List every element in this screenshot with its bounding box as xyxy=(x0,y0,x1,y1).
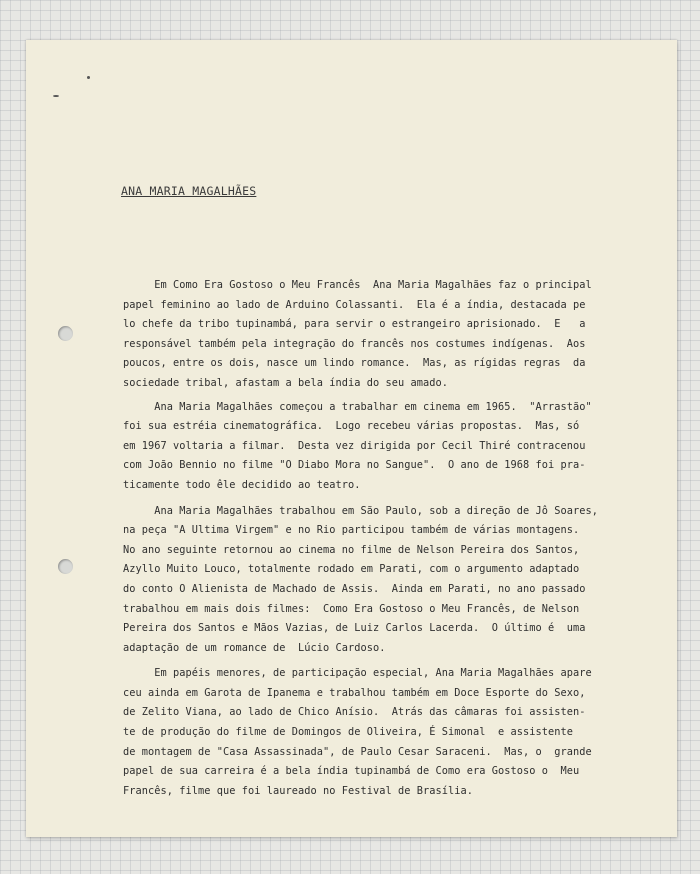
text-line: de montagem de "Casa Assassinada", de Paulo Cesar Saraceni. Mas, o grande xyxy=(123,745,592,758)
text-line: te de produção do filme de Domingos de Oliveira, É Simonal e assistente xyxy=(123,726,573,739)
text-line: ceu ainda em Garota de Ipanema e trabalhou também em Doce Esporte do Sexo, xyxy=(123,686,586,699)
text-line: Ana Maria Magalhães começou a trabalhar em cinema em 1965. "Arrastão" xyxy=(123,400,592,413)
text-line: com João Bennio no filme "O Diabo Mora no Sangue". O ano de 1968 foi pra- xyxy=(123,459,586,472)
text-line: Pereira dos Santos e Mãos Vazias, de Luiz Carlos Lacerda. O último é uma xyxy=(123,622,586,635)
text-line: do conto O Alienista de Machado de Assis. Ainda em Parati, no ano passado xyxy=(123,582,586,595)
text-line: poucos, entre os dois, nasce um lindo romance. Mas, as rígidas regras da xyxy=(123,357,586,370)
text-line: Em Como Era Gostoso o Meu Francês Ana Maria Magalhães faz o principal xyxy=(123,279,592,291)
text-line: Azyllo Muito Louco, totalmente rodado em Parati, com o argumento adaptado xyxy=(123,563,580,576)
text-line: Em papéis menores, de participação especial, Ana Maria Magalhães apare xyxy=(123,667,592,680)
text-line: na peça "A Ultima Virgem" e no Rio participou também de várias montagens. xyxy=(123,524,580,537)
document-body xyxy=(123,276,650,801)
text-line: trabalhou em mais dois filmes: Como Era Gostoso o Meu Francês, de Nelson xyxy=(123,602,580,615)
text-line: Ana Maria Magalhães trabalhou em São Paulo, sob a direção de Jô Soares, xyxy=(123,504,598,517)
text-line: em 1967 voltaria a filmar. Desta vez dirigida por Cecil Thiré contracenou xyxy=(123,439,586,452)
text-line: de Zelito Viana, ao lado de Chico Anísio. Atrás das câmaras foi assisten- xyxy=(123,706,586,719)
text-line: responsável também pela integração do francês nos costumes indígenas. Aos xyxy=(123,337,586,350)
text-line: papel feminino ao lado de Arduino Colassanti. Ela é a índia, destacada pe xyxy=(123,298,586,311)
text-line: ticamente todo êle decidido ao teatro. xyxy=(123,478,361,491)
ink-speck xyxy=(87,76,90,79)
paper-sheet xyxy=(26,40,677,837)
document-title: ANA MARIA MAGALHÃES xyxy=(121,184,257,198)
punch-hole-top xyxy=(58,326,73,341)
text-line: lo chefe da tribo tupinambá, para servir o estrangeiro aprisionado. E a xyxy=(123,318,586,331)
ink-speck xyxy=(53,95,59,97)
text-line: foi sua estréia cinematográfica. Logo recebeu várias propostas. Mas, só xyxy=(123,420,580,433)
text-line: papel de sua carreira é a bela índia tupinambá de Como era Gostoso o Meu xyxy=(123,765,580,778)
text-line: sociedade tribal, afastam a bela índia do seu amado. xyxy=(123,376,448,389)
text-line: Francês, filme que foi laureado no Festival de Brasília. xyxy=(123,784,473,797)
punch-hole-bottom xyxy=(58,559,73,574)
text-line: adaptação de um romance de Lúcio Cardoso. xyxy=(123,641,386,654)
text-line: No ano seguinte retornou ao cinema no filme de Nelson Pereira dos Santos, xyxy=(123,543,580,556)
